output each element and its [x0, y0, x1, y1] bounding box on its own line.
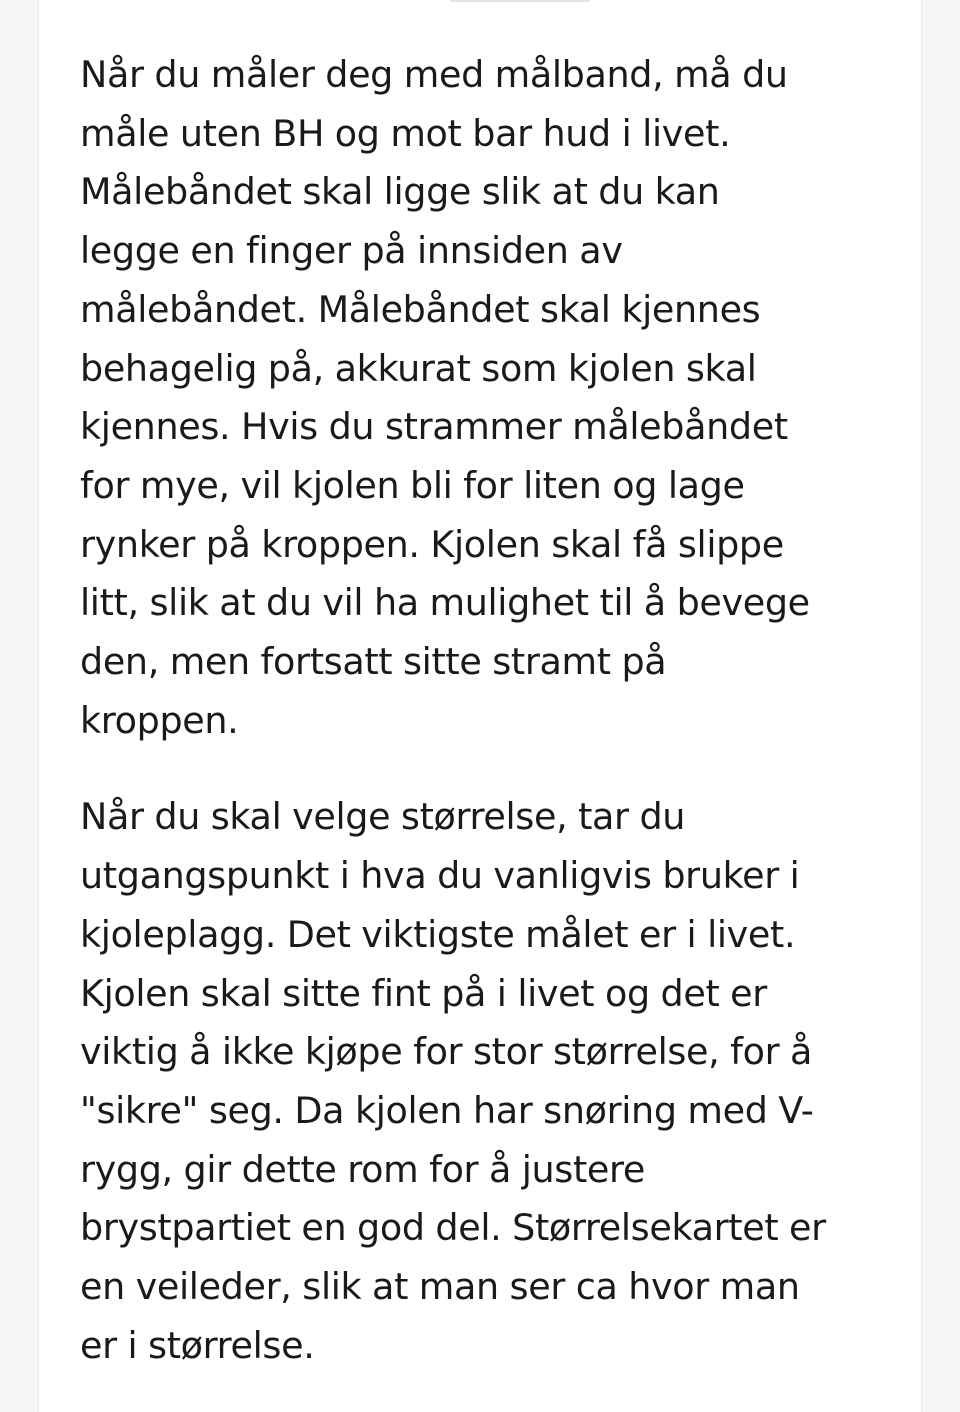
text-line: behagelig på, akkurat som kjolen skal	[80, 346, 757, 390]
text-line: litt, slik at du vil ha mulighet til å bevege	[80, 581, 810, 625]
text-line: rynker på kroppen. Kjolen skal få slippe	[80, 522, 784, 566]
text-line: kroppen.	[80, 698, 239, 742]
text-line: den, men fortsatt sitte stramt på	[80, 640, 667, 684]
paragraph-size-selection	[80, 788, 880, 1375]
text-line: måle uten BH og mot bar hud i livet.	[80, 111, 731, 155]
text-line: målebåndet. Målebåndet skal kjennes	[80, 287, 761, 331]
text-line: Målebåndet skal ligge slik at du kan	[80, 170, 720, 214]
text-line: utgangspunkt i hva du vanligvis bruker i	[80, 854, 800, 898]
text-line: "sikre" seg. Da kjolen har snøring med V-	[80, 1088, 814, 1132]
text-line: er i størrelse.	[80, 1323, 315, 1367]
text-line: kjennes. Hvis du strammer målebåndet	[80, 405, 788, 449]
text-line: Når du skal velge størrelse, tar du	[80, 795, 686, 839]
text-line: rygg, gir dette rom for å justere	[80, 1147, 645, 1191]
text-line: kjoleplagg. Det viktigste målet er i livet.	[80, 912, 796, 956]
article-body	[80, 46, 880, 1375]
top-divider	[450, 0, 590, 2]
paragraph-measuring-instructions	[80, 46, 880, 750]
article-page	[38, 0, 922, 1412]
text-line: viktig å ikke kjøpe for stor størrelse, for å	[80, 1030, 813, 1074]
text-line: legge en finger på innsiden av	[80, 229, 623, 273]
text-line: for mye, vil kjolen bli for liten og lage	[80, 463, 745, 507]
text-line: Når du måler deg med målband, må du	[80, 53, 788, 96]
text-line: brystpartiet en god del. Størrelsekartet er	[80, 1206, 826, 1250]
text-line: Kjolen skal sitte fint på i livet og det er	[80, 971, 767, 1015]
text-line: en veileder, slik at man ser ca hvor man	[80, 1265, 800, 1309]
